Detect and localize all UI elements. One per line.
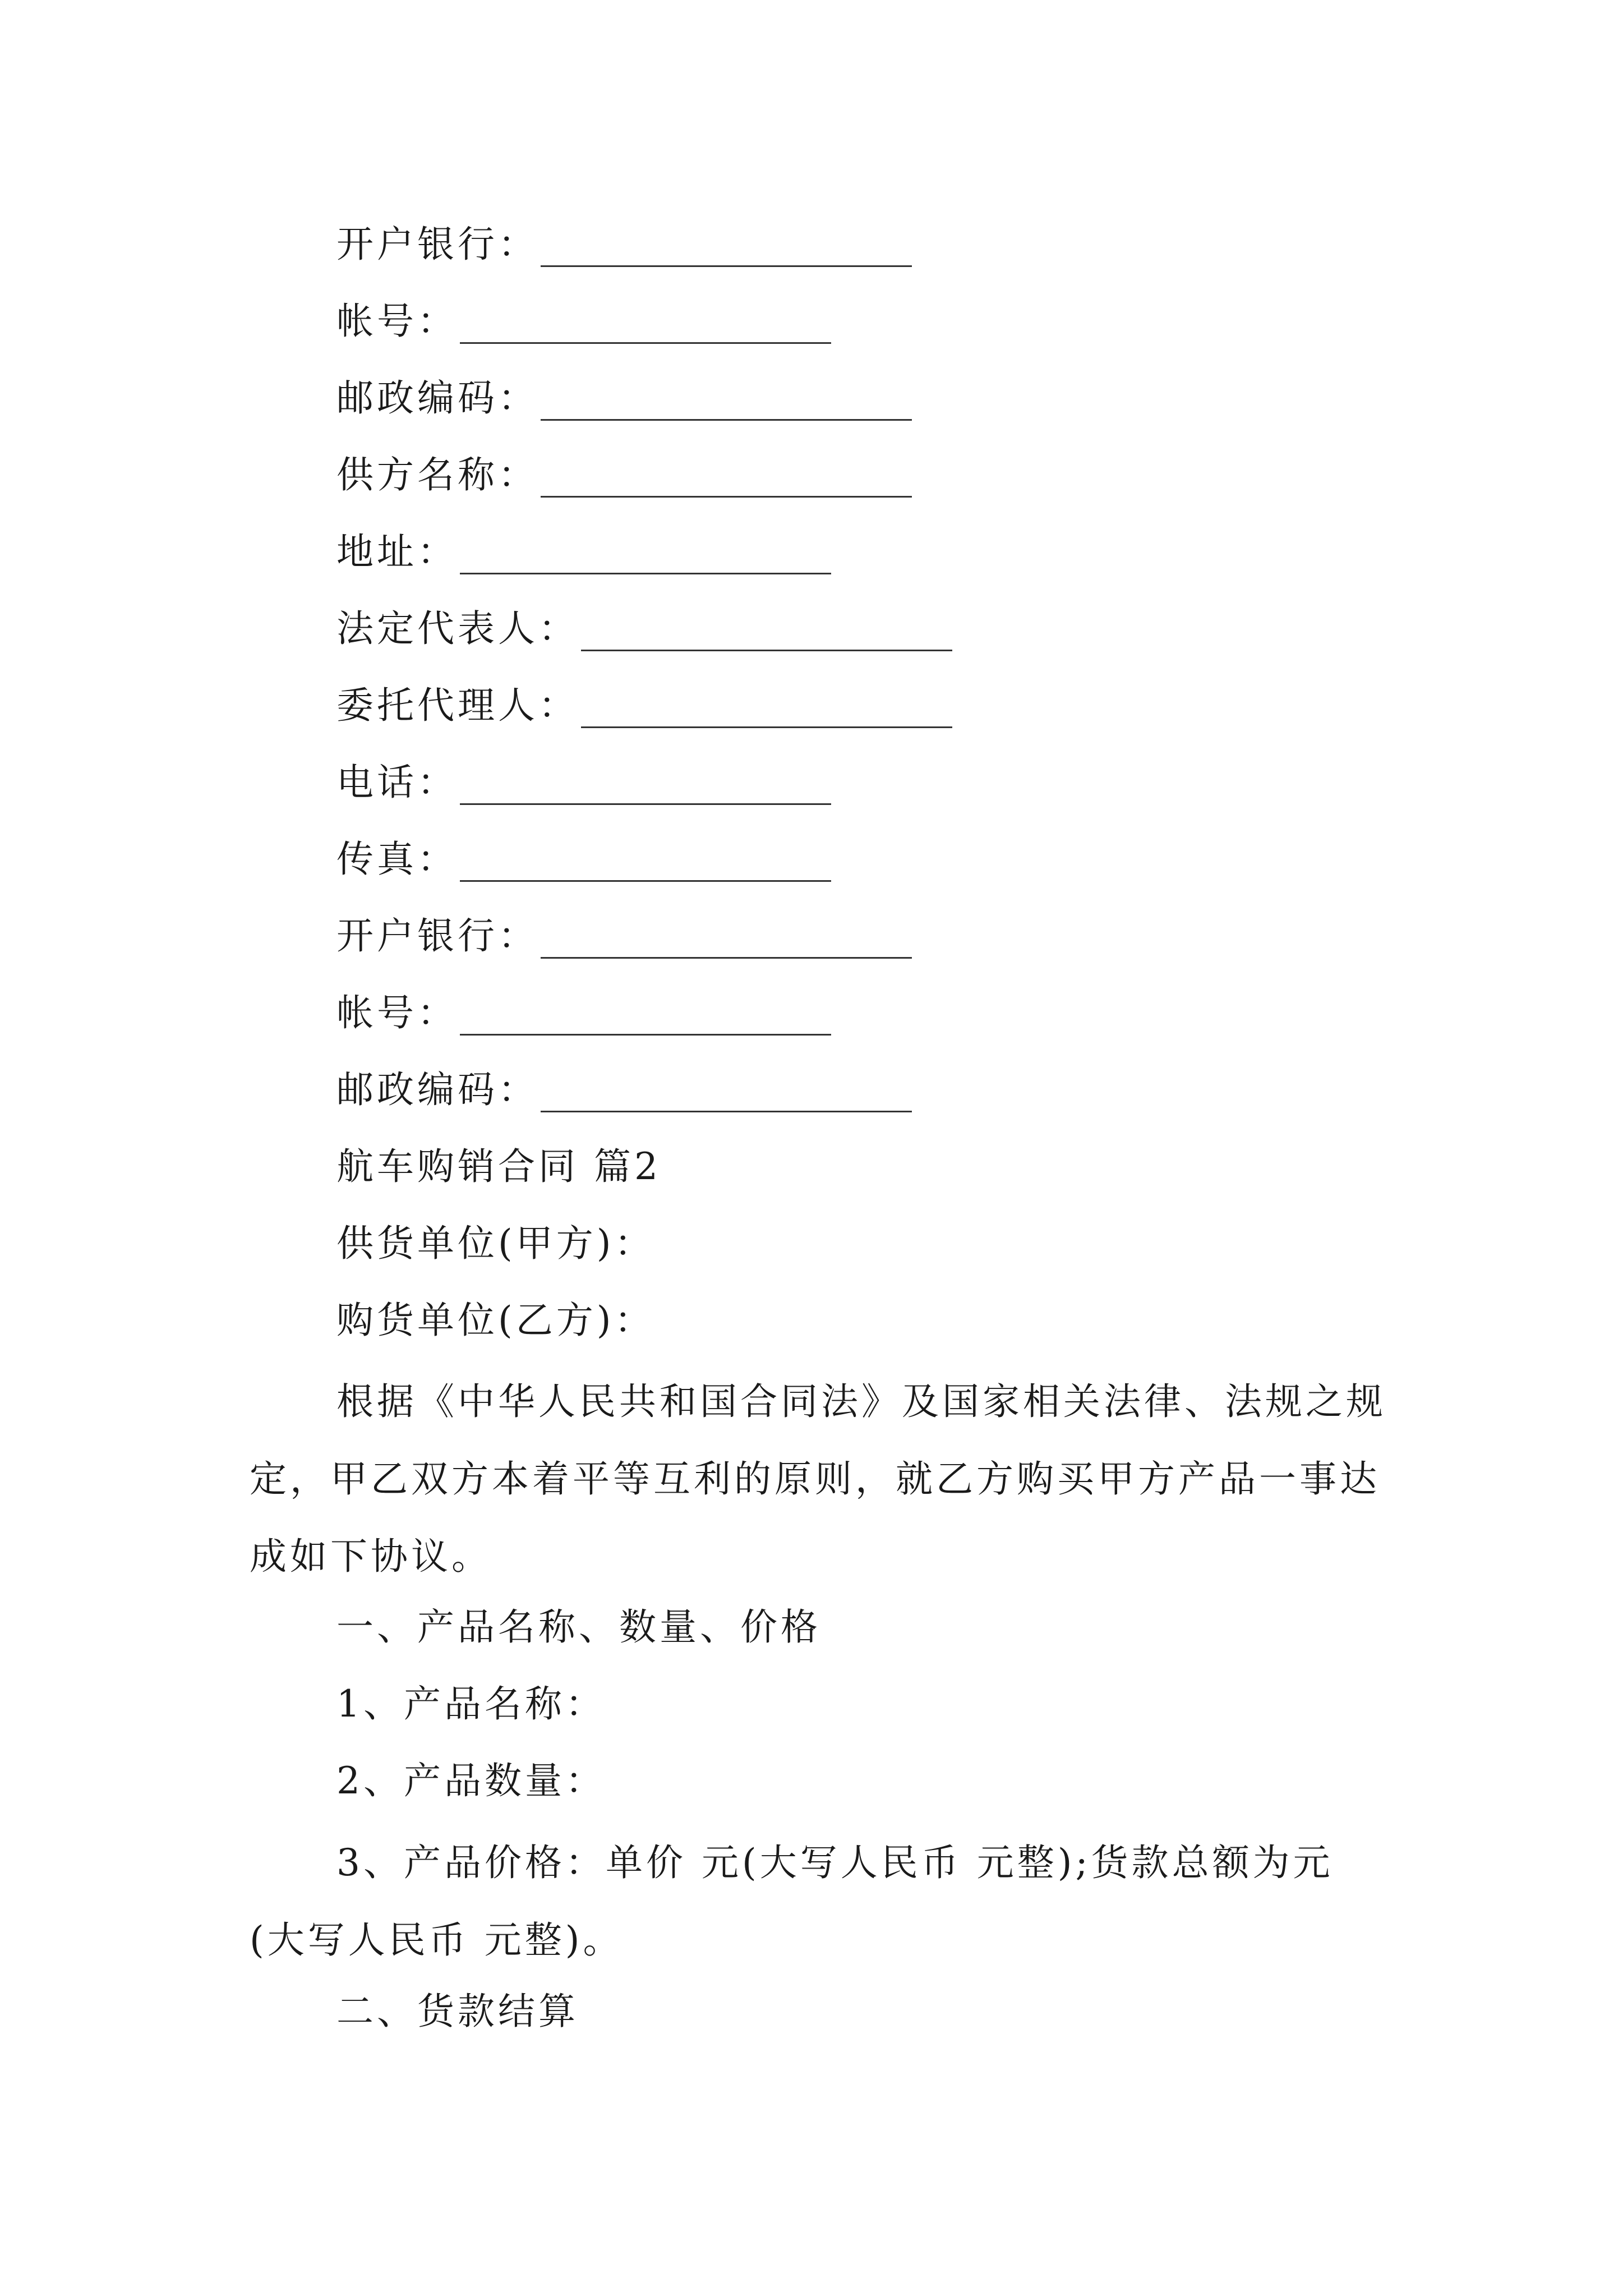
fill-blank[interactable] [541,233,912,267]
fill-blank[interactable] [460,771,831,805]
field-bank [336,222,912,267]
field-label: 法定代表人： [336,607,579,650]
fill-blank[interactable] [581,617,952,651]
party-a-label: 供货单位(甲方)： [336,1222,655,1265]
field-label: 委托代理人： [336,684,579,727]
field-label: 开户银行： [336,223,538,266]
fill-blank[interactable] [541,463,912,498]
intro-paragraph: 根据《中华人民共和国合同法》及国家相关法律、法规之规定，甲乙双方本着平等互利的原则，就乙方购买甲方产品一事达成如下协议。 [250,1380,1386,1578]
field-bank-2 [336,914,912,959]
fill-blank[interactable] [541,924,912,959]
clause-1-price: 3、产品价格：单价 元(大写人民币 元整);货款总额为元(大写人民币 元整)。 [250,1841,1334,1962]
field-account-2 [336,991,831,1036]
field-account [336,299,831,344]
field-label: 邮政编码： [336,1068,538,1111]
field-label: 邮政编码： [336,376,538,420]
field-phone [336,760,831,805]
clause-1-title: 一、产品名称、数量、价格 [336,1605,821,1649]
field-address [336,530,831,574]
fill-blank[interactable] [460,310,831,344]
fill-blank[interactable] [581,694,952,728]
fill-blank[interactable] [541,386,912,421]
field-supplier-name [336,453,912,498]
field-label: 地址： [336,530,458,573]
field-postcode-2 [336,1068,912,1112]
fill-blank[interactable] [460,540,831,574]
field-label: 传真： [336,838,458,881]
field-legal-rep [336,606,952,651]
field-label: 开户银行： [336,914,538,958]
field-label: 帐号： [336,991,458,1034]
fill-blank[interactable] [460,848,831,882]
section-title: 航车购销合同 篇2 [336,1145,661,1188]
field-label: 供方名称： [336,453,538,496]
field-label: 电话： [336,761,458,804]
clause-1-item: 2、产品数量： [336,1759,606,1802]
fill-blank[interactable] [460,1001,831,1036]
clause-2-title: 二、货款结算 [336,1990,579,2033]
clause-1-item: 1、产品名称： [336,1682,606,1726]
field-agent [336,683,952,728]
field-fax [336,837,831,882]
party-b-label: 购货单位(乙方)： [336,1299,655,1342]
fill-blank[interactable] [541,1078,912,1112]
field-postcode [336,376,912,421]
field-label: 帐号： [336,300,458,343]
